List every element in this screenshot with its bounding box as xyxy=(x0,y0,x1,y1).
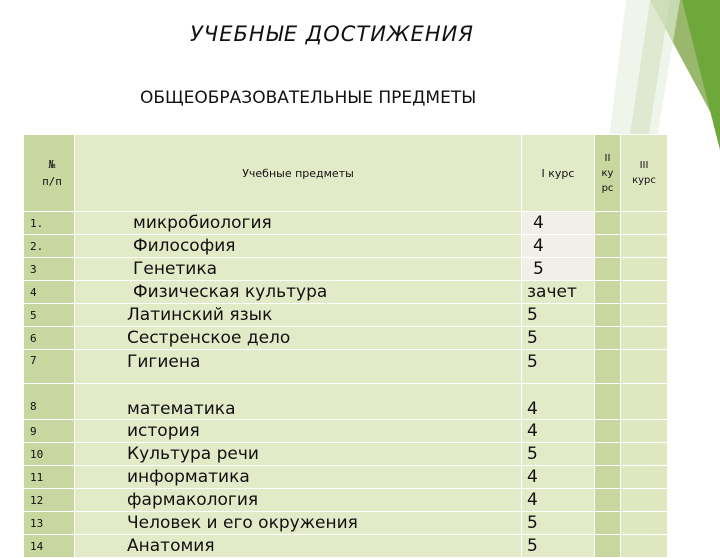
row-number: 14 xyxy=(24,535,75,558)
row-grade-course1 xyxy=(522,420,595,443)
row-grade-course2 xyxy=(595,350,621,384)
grades-table xyxy=(23,134,668,558)
grade-label: 4 xyxy=(527,399,538,419)
row-subject xyxy=(75,212,522,235)
row-number: 6 xyxy=(24,327,75,350)
row-grade-course3 xyxy=(621,384,668,420)
row-grade-course1 xyxy=(522,350,595,384)
subject-label: Культура речи xyxy=(127,444,259,464)
row-grade-course3 xyxy=(621,512,668,535)
row-number: 1. xyxy=(24,212,75,235)
row-grade-course1 xyxy=(522,258,595,281)
row-number: 4 xyxy=(24,281,75,304)
row-subject xyxy=(75,327,522,350)
row-subject xyxy=(75,443,522,466)
grade-label: 4 xyxy=(527,490,538,510)
row-grade-course1 xyxy=(522,281,595,304)
subject-label: информатика xyxy=(127,467,250,487)
header-course2-line2: ку xyxy=(601,167,614,179)
row-subject xyxy=(75,512,522,535)
row-grade-course1 xyxy=(522,304,595,327)
row-subject xyxy=(75,235,522,258)
page-subtitle: ОБЩЕОБРАЗОВАТЕЛЬНЫЕ ПРЕДМЕТЫ xyxy=(140,88,477,108)
row-number: 13 xyxy=(24,512,75,535)
row-subject xyxy=(75,281,522,304)
row-grade-course2 xyxy=(595,512,621,535)
table-row xyxy=(24,350,668,384)
row-grade-course2 xyxy=(595,443,621,466)
row-grade-course2 xyxy=(595,235,621,258)
row-grade-course1 xyxy=(522,535,595,558)
row-grade-course3 xyxy=(621,304,668,327)
header-course3-line1: III xyxy=(639,160,649,171)
row-grade-course2 xyxy=(595,258,621,281)
row-grade-course2 xyxy=(595,466,621,489)
row-grade-course3 xyxy=(621,235,668,258)
row-grade-course2 xyxy=(595,384,621,420)
row-grade-course3 xyxy=(621,443,668,466)
grade-label: 4 xyxy=(533,213,544,233)
subject-label: фармакология xyxy=(127,490,259,510)
grade-label: 5 xyxy=(527,328,538,348)
row-number: 8 xyxy=(24,384,75,420)
row-grade-course1 xyxy=(522,212,595,235)
row-number: 2. xyxy=(24,235,75,258)
header-number xyxy=(24,135,75,212)
table-row xyxy=(24,281,668,304)
row-number: 11 xyxy=(24,466,75,489)
page-title: УЧЕБНЫЕ ДОСТИЖЕНИЯ xyxy=(190,22,474,46)
row-subject xyxy=(75,304,522,327)
table-row xyxy=(24,235,668,258)
row-subject xyxy=(75,535,522,558)
row-number: 5 xyxy=(24,304,75,327)
row-subject xyxy=(75,420,522,443)
row-number: 9 xyxy=(24,420,75,443)
subject-label: Физическая культура xyxy=(133,282,328,302)
row-subject xyxy=(75,258,522,281)
header-course1 xyxy=(522,135,595,212)
subject-label: микробиология xyxy=(133,213,272,233)
subject-label: математика xyxy=(127,399,236,419)
row-number: 10 xyxy=(24,443,75,466)
row-grade-course1 xyxy=(522,327,595,350)
table-row xyxy=(24,443,668,466)
table-header-row xyxy=(24,135,668,212)
subject-label: Латинский язык xyxy=(127,305,273,325)
grade-label: 4 xyxy=(527,467,538,487)
grade-label: 5 xyxy=(527,444,538,464)
header-course1-label: I курс xyxy=(541,166,575,180)
row-grade-course2 xyxy=(595,489,621,512)
row-grade-course1 xyxy=(522,466,595,489)
subject-label: Анатомия xyxy=(127,536,215,556)
grade-label: 4 xyxy=(527,421,538,441)
grade-label: 4 xyxy=(533,236,544,256)
subject-label: Гигиена xyxy=(127,352,201,372)
header-course3 xyxy=(621,135,668,212)
grade-label: 5 xyxy=(527,305,538,325)
row-grade-course3 xyxy=(621,281,668,304)
header-course2-line1: II xyxy=(604,152,611,164)
row-grade-course3 xyxy=(621,327,668,350)
row-subject xyxy=(75,384,522,420)
table-row xyxy=(24,489,668,512)
grade-label: 5 xyxy=(527,352,538,372)
row-grade-course3 xyxy=(621,466,668,489)
row-grade-course1 xyxy=(522,235,595,258)
header-course2 xyxy=(595,135,621,212)
row-grade-course2 xyxy=(595,212,621,235)
table-row xyxy=(24,512,668,535)
row-grade-course3 xyxy=(621,212,668,235)
grade-label: 5 xyxy=(533,259,544,279)
header-subjects xyxy=(75,135,522,212)
row-grade-course3 xyxy=(621,535,668,558)
row-grade-course3 xyxy=(621,350,668,384)
header-course2-line3: рс xyxy=(601,182,614,194)
row-grade-course1 xyxy=(522,489,595,512)
row-subject xyxy=(75,350,522,384)
table-row xyxy=(24,384,668,420)
row-number: 12 xyxy=(24,489,75,512)
row-grade-course1 xyxy=(522,512,595,535)
row-grade-course2 xyxy=(595,327,621,350)
grade-label: 5 xyxy=(527,513,538,533)
subject-label: Сестренское дело xyxy=(127,328,291,348)
row-grade-course3 xyxy=(621,420,668,443)
table-row xyxy=(24,327,668,350)
row-subject xyxy=(75,466,522,489)
row-grade-course1 xyxy=(522,384,595,420)
table-row xyxy=(24,535,668,558)
table-row xyxy=(24,466,668,489)
row-grade-course2 xyxy=(595,281,621,304)
header-subjects-label: Учебные предметы xyxy=(242,166,354,180)
row-subject xyxy=(75,489,522,512)
row-number: 3 xyxy=(24,258,75,281)
row-grade-course2 xyxy=(595,535,621,558)
row-grade-course1 xyxy=(522,443,595,466)
header-number-line2: п/п xyxy=(42,175,62,188)
row-grade-course3 xyxy=(621,489,668,512)
subject-label: Философия xyxy=(133,236,236,256)
subject-label: Человек и его окружения xyxy=(127,513,358,533)
table-row xyxy=(24,304,668,327)
row-grade-course2 xyxy=(595,304,621,327)
row-grade-course3 xyxy=(621,258,668,281)
table-row xyxy=(24,258,668,281)
header-course3-line2: курс xyxy=(632,175,656,186)
header-number-line1: № xyxy=(48,158,56,171)
table-row xyxy=(24,420,668,443)
subject-label: Генетика xyxy=(133,259,218,279)
subject-label: история xyxy=(127,421,200,441)
grade-label: зачет xyxy=(527,282,577,302)
table-row xyxy=(24,212,668,235)
row-number: 7 xyxy=(24,350,75,384)
row-grade-course2 xyxy=(595,420,621,443)
grade-label: 5 xyxy=(527,536,538,556)
